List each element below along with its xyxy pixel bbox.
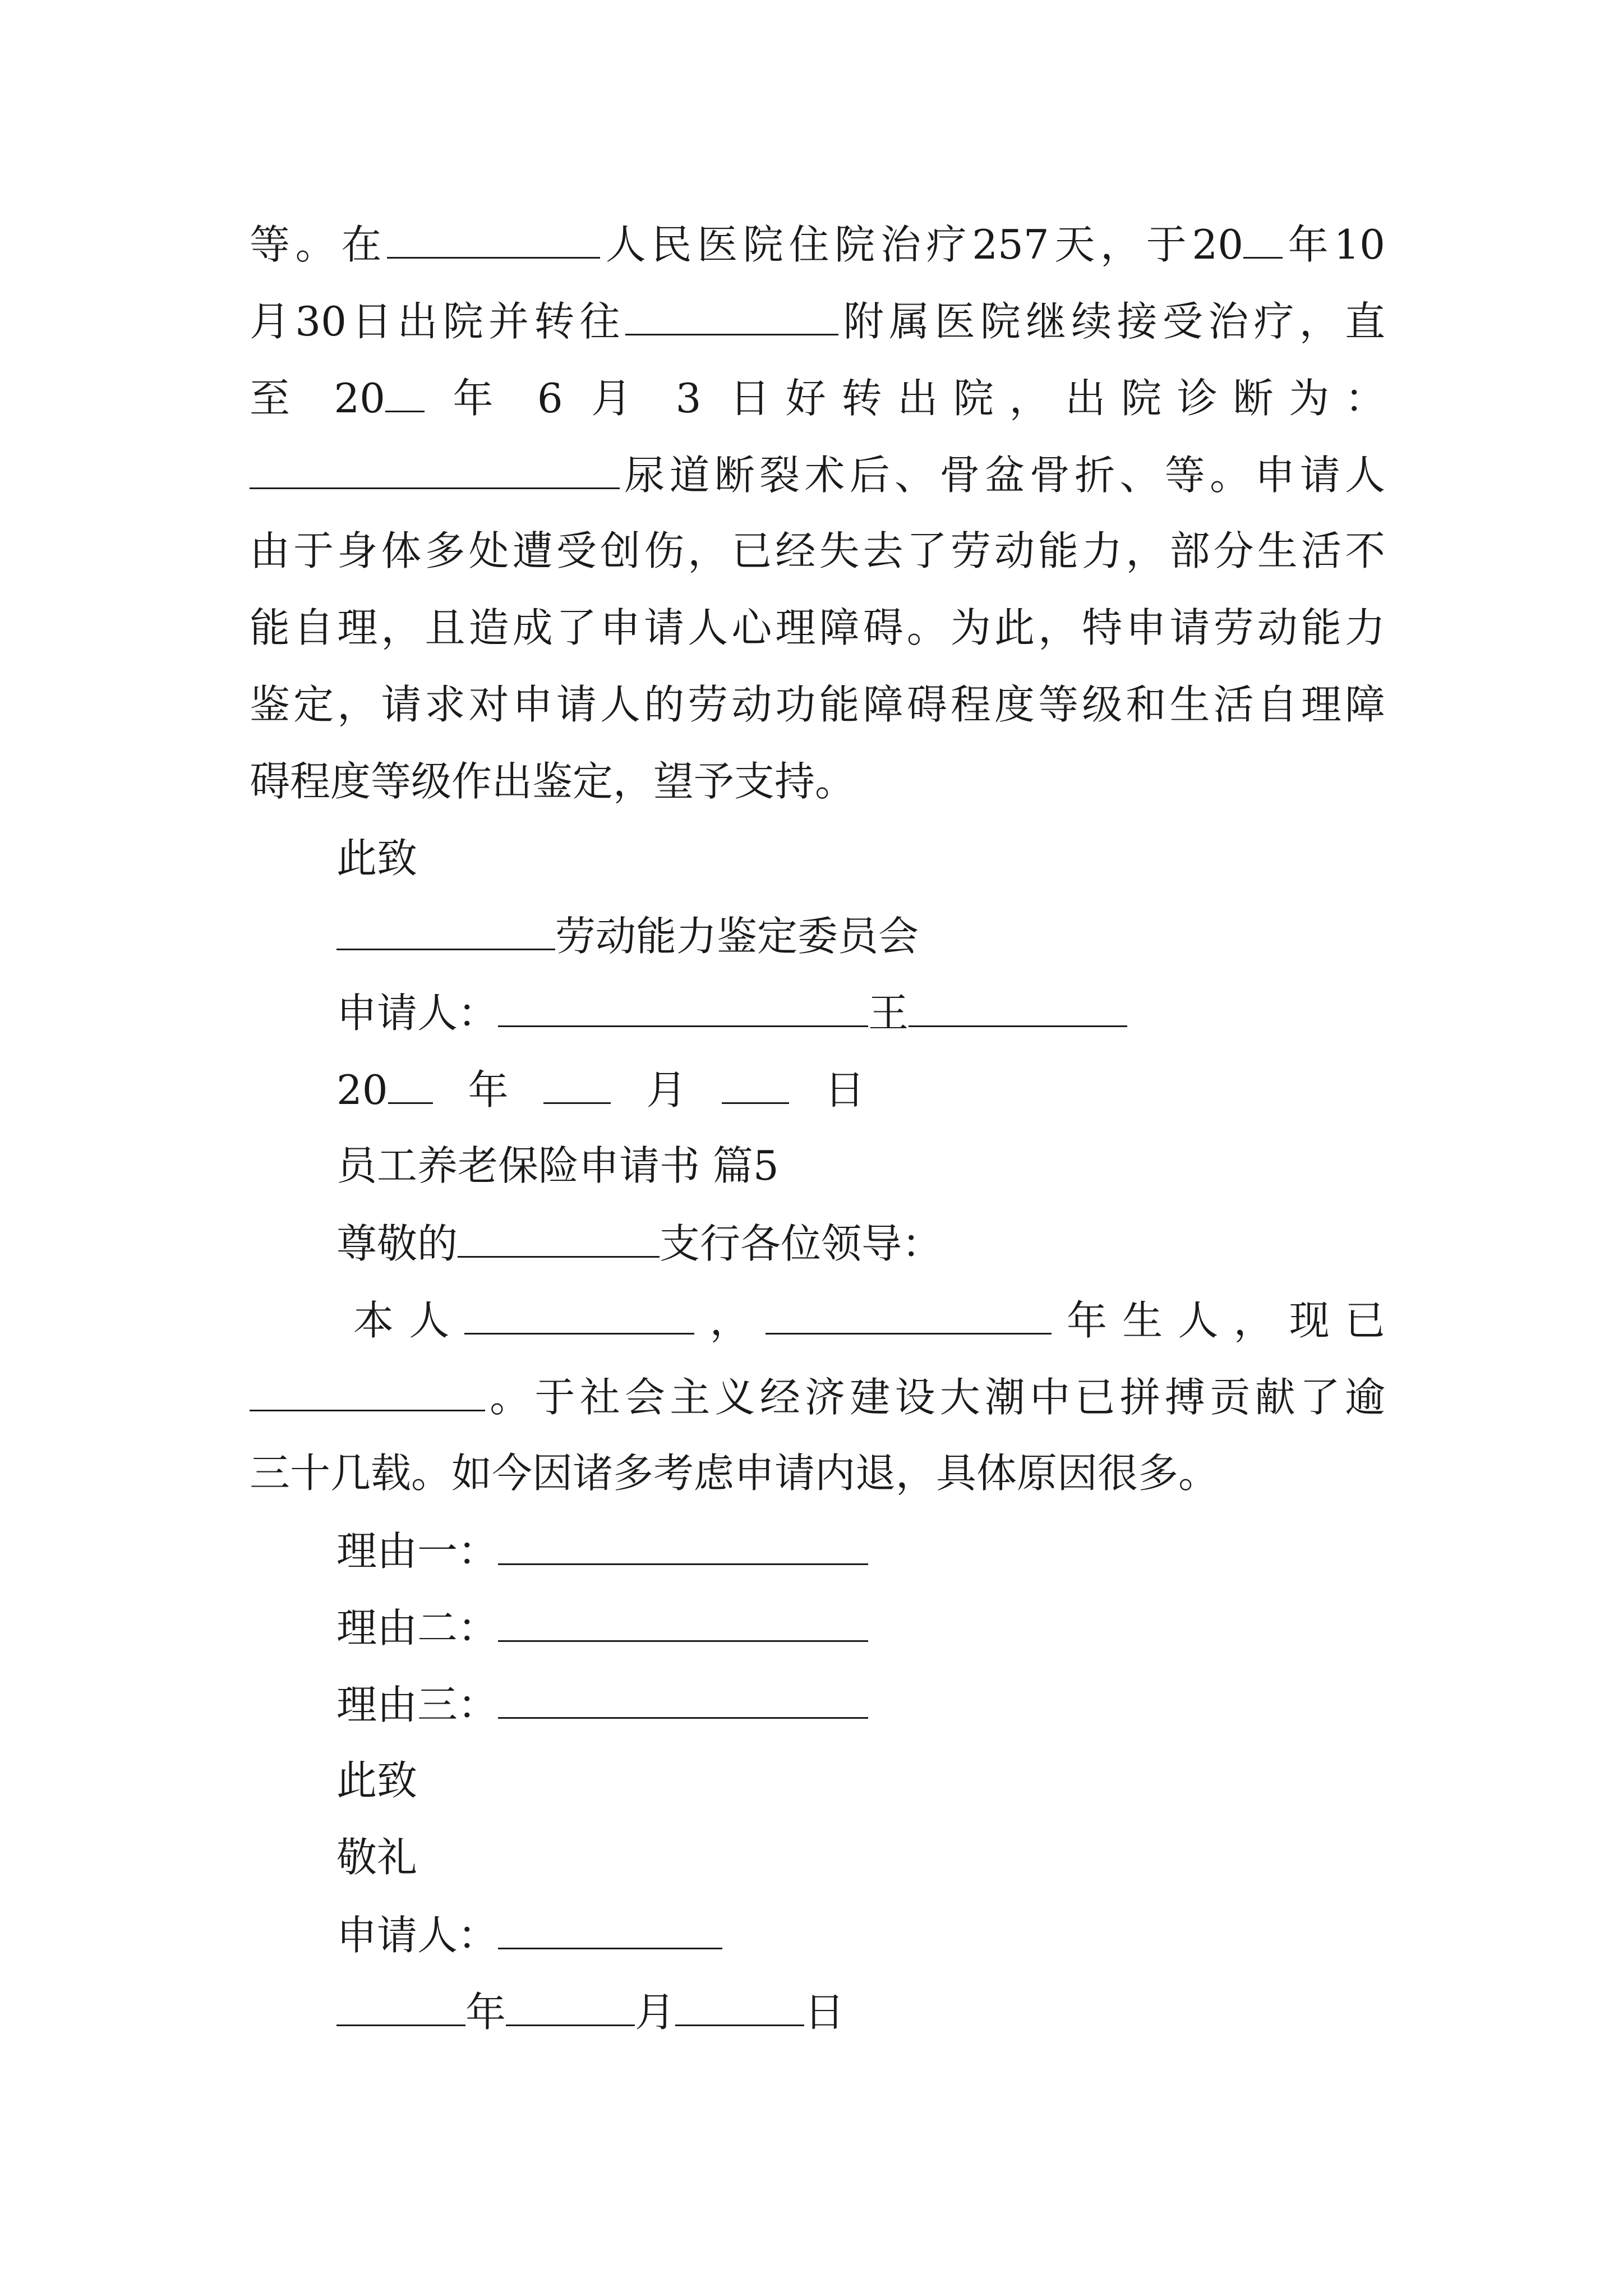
text-segment: 年 6 月 3 日好转出院，出院诊断为： xyxy=(424,375,1385,422)
blank-underline xyxy=(909,992,1127,1027)
reason-label: 理由三： xyxy=(336,1681,499,1728)
blank-underline xyxy=(766,1299,1052,1335)
blank-underline xyxy=(1243,223,1283,259)
paragraph-line-6: 能自理，且造成了申请人心理障碍。为此，特申请劳动能力 xyxy=(250,604,1385,651)
text-segment: ， xyxy=(694,1297,766,1344)
date-line-1 xyxy=(336,1066,865,1114)
date-year: 年 xyxy=(465,1989,506,2036)
text-segment: 附属医院继续接受治疗，直 xyxy=(838,298,1385,345)
blank-underline xyxy=(498,1914,722,1949)
blank-underline xyxy=(250,1376,485,1411)
blank-underline xyxy=(458,1222,660,1258)
paragraph-line-4 xyxy=(250,452,1385,499)
applicant-label: 申请人： xyxy=(336,1912,499,1959)
applicant-line-2 xyxy=(336,1912,722,1959)
paragraph2-line-3: 三十几载。如今因诸多考虑申请内退，具体原因很多。 xyxy=(250,1450,1219,1497)
reason-label: 理由二： xyxy=(336,1604,499,1651)
recipient: 劳动能力鉴定委员会 xyxy=(555,913,919,960)
greeting-line xyxy=(336,1220,943,1267)
blank-underline xyxy=(506,1991,635,2026)
blank-underline xyxy=(250,454,620,489)
reason-2-line xyxy=(336,1604,868,1651)
blank-underline xyxy=(625,300,838,335)
blank-underline xyxy=(498,992,868,1027)
closing-salutation: 此致 xyxy=(336,1757,418,1804)
reason-1-line xyxy=(336,1527,868,1575)
text-segment: 人民医院住院治疗257天，于20 xyxy=(600,221,1243,268)
date-day: 日 xyxy=(824,1066,865,1114)
text-segment: 尊敬的 xyxy=(336,1220,458,1267)
section-heading: 员工养老保险申请书 篇5 xyxy=(336,1142,779,1189)
blank-underline xyxy=(387,223,600,259)
paragraph2-line-2 xyxy=(250,1374,1385,1421)
paragraph2-line-1 xyxy=(353,1297,1385,1344)
text-segment: 至 20 xyxy=(250,375,385,422)
blank-underline xyxy=(498,1683,868,1719)
paragraph-line-2 xyxy=(250,298,1385,345)
text-segment: 支行各位领导： xyxy=(660,1220,943,1267)
date-year: 年 xyxy=(468,1066,509,1114)
applicant-label: 申请人： xyxy=(336,990,499,1037)
blank-underline xyxy=(675,1991,804,2026)
blank-underline xyxy=(498,1607,868,1642)
date-line-2 xyxy=(336,1989,845,2036)
closing-respect: 敬礼 xyxy=(336,1834,418,1881)
paragraph-line-3 xyxy=(250,375,1385,422)
text-segment: 尿道断裂术后、骨盆骨折、等。申请人 xyxy=(620,452,1385,499)
paragraph-line-5: 由于身体多处遭受创伤，已经失去了劳动能力，部分生活不 xyxy=(250,527,1385,574)
text-segment: 等。在 xyxy=(250,221,388,268)
blank-underline xyxy=(498,1530,868,1565)
date-prefix: 20 xyxy=(336,1066,388,1114)
applicant-name: 王 xyxy=(868,990,909,1037)
blank-underline xyxy=(388,1069,433,1104)
paragraph-line-7: 鉴定，请求对申请人的劳动功能障碍程度等级和生活自理障 xyxy=(250,681,1385,728)
salutation: 此致 xyxy=(336,835,418,882)
blank-underline xyxy=(464,1299,694,1335)
paragraph-line-8: 碍程度等级作出鉴定，望予支持。 xyxy=(250,758,856,805)
blank-underline xyxy=(385,377,425,412)
applicant-line xyxy=(336,990,1127,1037)
reason-label: 理由一： xyxy=(336,1527,499,1575)
text-segment: 年生人，现已 xyxy=(1051,1297,1385,1344)
blank-underline xyxy=(543,1069,611,1104)
blank-underline xyxy=(336,1991,465,2026)
reason-3-line xyxy=(336,1681,868,1728)
date-month: 月 xyxy=(635,1989,676,2036)
recipient-line xyxy=(336,913,919,960)
text-segment: 月30日出院并转往 xyxy=(250,298,625,345)
date-day: 日 xyxy=(804,1989,845,2036)
text-segment: 。于社会主义经济建设大潮中已拼搏贡献了逾 xyxy=(485,1374,1385,1421)
date-month: 月 xyxy=(646,1066,687,1114)
blank-underline xyxy=(336,915,555,950)
text-segment: 本人 xyxy=(353,1297,465,1344)
text-segment: 年10 xyxy=(1283,221,1385,268)
blank-underline xyxy=(722,1069,789,1104)
paragraph-line-1 xyxy=(250,221,1385,268)
